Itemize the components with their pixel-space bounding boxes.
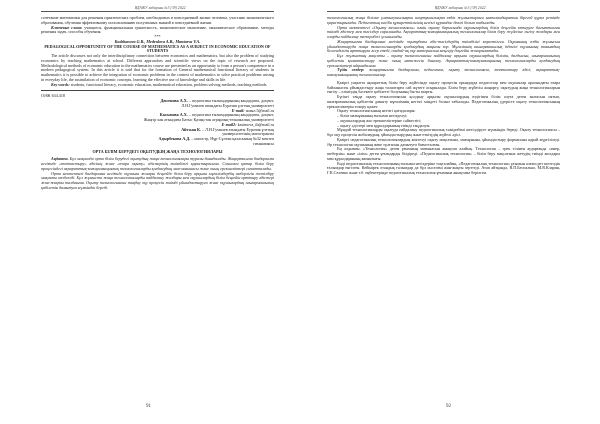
author4-org: гимназиясы (253, 140, 274, 146)
ru-keywords-label: Ключевые слова: (51, 24, 83, 30)
author1-email-label: E-mail: (231, 107, 245, 113)
list-item-2: – оқушылардың жас ерекшеліктеріне сәйкестігі; (337, 117, 422, 123)
header-rule-left (41, 11, 274, 12)
page-number-left: 91 (146, 404, 151, 409)
kz-article-title: ОРТА БІЛІМ БЕРУДЕГІ ОҚЫТУДЫҢ ЖАҢА ТЕХНОЛОГИЯЛАРЫ (92, 148, 223, 154)
author2-role: – педагогика ғылымдарының кандидаты, доцент, (188, 112, 274, 118)
kz-annotation-label: Аңдатпа. (51, 156, 69, 162)
page-number-right: 92 (446, 404, 451, 409)
author3-org: университетінің магистранты (222, 131, 274, 137)
kz-annotation-text: Бұл мақалада орта білім берудегі оқытудың жаңа технологиялары туралы баяндалады. Жаңартылған бағдарлама негізінде «топтастыру» әдісінің және «өзара оқыту» әдістерінің тиімділігі қарастырылған. Сонымен қатар білім беру процесіндегі ақпараттық-коммуникациялық технологияларды қолданудың мән-мағынасы және оның ерекшеліктері сипатталады. (41, 156, 274, 171)
running-header-right: ВДАЖУ хабаршы №3 (39) 2022 (435, 6, 486, 10)
udc-code: ОӘЖ 634.418 (41, 93, 65, 99)
right-page-content (327, 16, 560, 176)
author2-email[interactable]: kasimova_tb@mail.ru (237, 121, 274, 127)
right-page (300, 0, 600, 424)
right-para-1: технологиялық жаңа білімге ұмтылушылықты ағартушылықта өздік жұмыстармен ынталандыратын бірегей құрал ретінде қарастырылады. Педагогтың кәсіби құзыреттілігінің негізгі құрамдас бөлігі болып табылады. (327, 15, 560, 25)
ru-abstract-ending: сочетание математики для решения практических проблем, необходимых в повседневной жизни человека, участник экономического образования, обучения эффективному использованию полученных знаний в повседневной жизни. (41, 15, 274, 25)
author2-org: Жәңгір хан атындағы Батыс Қазақстан аграрлық-техникалық университеті (143, 117, 274, 122)
author1-org: Л.Н.Гумилев атындағы Еуразия ұлттық университеті (181, 102, 274, 108)
kz-keywords (327, 68, 560, 78)
body-para-5: Қазіргі уақытта ақпараттық білім беру жүйесінде оқыту процесін орындауда педагогтар мен оқушылар арасындағы өзара байланысты ұйымдастыру жаңа талаптарға сай жүзеге асырылады. Білім беру жүйесін жаңарту, оқытудың жаңа технологияларын енгізу – еліміздің бәсекеге қабілетті болуының басты шарты. (327, 79, 560, 95)
ru-keywords-text: учащиеся, функциональная грамотность, экономическое мышление, экономическое образование, методы решения задач, способы обучения. (41, 24, 275, 35)
list-item-1: – білім мазмұнының ғылыми негізделуі; (337, 113, 408, 118)
left-page-content (41, 16, 274, 191)
en-keywords-text: students, functional literacy, economic education, mathematical education, problem solving methods, teaching methods. (70, 81, 268, 87)
kz-keywords-label: Түйін сөздер: (337, 67, 365, 73)
en-authors: Kodzhanova G.R., Medeulova A.B., Mantaeva V.A. (114, 38, 201, 44)
header-rule-right (327, 11, 560, 12)
author3-name: Айтжан К. (181, 126, 201, 132)
author2-email-label: E-mail2: (221, 121, 237, 127)
author4-role: – магистр, Нұр-Сұлтан қаласының №32 мектеп (191, 136, 274, 141)
body-para-9: Ең алдымен, «Технология» деген ұғымның мағынасын анықтап алайық. Технология – грек тілінен аударғанда «өнер, шеберлік» және «ілім» деген ұғымдарды білдіреді. «Педагогикалық технология» – білім беру мақсатына жетудің тиімді жолдары мен құралдарының жиынтығы. (327, 146, 560, 161)
list-intro: Оқыту технологиясының негізгі қағидалары: (337, 108, 416, 114)
body-para-7: Мұндай технологияларды оқытуда пайдалану педагогикалық тәжірибені жетілдіруге мүмкіндік береді. Оқыту технологиясы – бұл оқу процесін жобалаудың, ұйымдастырудың және өткізудің жүйелі әдісі. (327, 127, 560, 137)
en-keywords-label: Key words: (51, 81, 70, 87)
kz-annotation (41, 157, 274, 171)
author1-email[interactable]: ашыл.5@mail.ru (245, 107, 274, 113)
body-para-6: Бүгінгі таңда оқыту технологиясын қолдану арқылы оқушылардың өздігінен білім алуға деген ынтасын оятып, шығармашылық қабілетін дамыту мұғалімнің негізгі міндеті болып табылады. Педагогикалық үдерісте оқыту технологиясының ерекшеліктерін ескеру қажет. (327, 94, 560, 109)
list-item-3: – оқыту әдістері мен құралдарының тиімді таңдалуы. (337, 122, 431, 128)
en-keywords (41, 83, 274, 88)
author1-name: Дюсенова А.Х. (160, 98, 188, 103)
section-stars: *** (154, 34, 161, 39)
body-para-10: Енді педагогикалық технологияның ғылыми негіздеріне тоқталайық. «Педагогикалық технология» ұғымын алғаш рет шетелдік ғалымдар енгізген. Кейінірек отандық ғалымдар да бұл мәселені жан-жақты зерттеді. Атап айтқанда, В.П.Беспалько, М.В.Кларин, Г.К.Селевко және т.б. еңбектерінде педагогикалық технология ұғымына анықтама берілген. (327, 160, 561, 175)
kz-keywords-text: жаңартылған бағдарлама, педагогика, оқыту технологиясы, топтастыру әдісі, ақпараттық-коммуникациялық технологиялар. (327, 67, 560, 77)
en-article-title: PEDAGOGICAL OPPORTUNITY OF THE COURSE OF MATHEMATICS AS A SUBJECT IN ECONOMIC EDUCATION OF STUDENTS (44, 43, 271, 54)
right-para-2: Орта мектептегі «Оқыту технологиясы» пәнін оқыту барысында оқушылардың білім деңгейін көтеруге бағытталған тиімді әдістер мен тәсілдер сараланады. Ақпараттық-коммуникациялық технологиялар білім беру жүйесіне енгізу жолдары мен оларды пайдалану тәжірибесі ұсынылады. (327, 24, 560, 39)
author3-role: – Л.Н.Гумилев атындағы Еуразия ұлттық (202, 126, 274, 132)
section-divider (41, 90, 274, 91)
right-para-3: Жаңартылған бағдарлама негізінде оқытудағы әдіс-тәсілдердің тиімділігі көрсетілген. Оқушының өздік жұмысын ұйымдастыруда жаңа технологияларды қолданудың маңызы зор. Мұғалімнің шығармашылық ізденісі оқушының танымдық белсенділігін арттыруға әсер етеді, сондай-ақ оқу материалын меңгеру деңгейін жоғарылатады. (327, 38, 560, 54)
author4-name: Адырбекова А.Д. (158, 136, 191, 141)
running-header-left: ВДАЖУ хабаршы №3 (39) 2022 (135, 6, 186, 10)
en-abstract: The article discusses not only the interdisciplinary connection between economics and mathematics, but also the problem of studying economics by teaching mathematics at school. Different approaches and scientific views on the topic of research are proposed. Methodological methods of economic education in the mathematics course are presented as an opportunity to form a person's competence in a modern pedagogical system. In this article it is said that for the formation of General mathematical functional literacy of students in mathematics it is possible to achieve the integration of economic problems in the context of mathematics to solve practical problems arising in everyday life, the assimilation of economic concepts, learning the effective use of knowledge and skills in life. (41, 53, 274, 82)
right-para-4: Бұл жұмыстың мақсаты – оқыту технологиясын пайдалану арқылы оқушылардың білімін, дағдысын, шығармашылық қабілетін қалыптастыру және оның нәтижесін бағалау. Ақпараттық-коммуникациялық технологияларды қолданудың ерекшеліктері айқындалған. (327, 53, 560, 68)
kz-annotation-continued: Орта мектептегі бағдарлама негізінде оқушыға жоғары деңгейде білім беру арқылы мұғалімдердің шеберлігін жетілдіру мақсаты көзделеді. Бұл жұмыста жаңа технологияларды пайдалану жолдары мен оқушылардың білім деңгейін арттыру әдістері жан-жақты талданған. Оқыту технологиясын таңдау оқу процесін тиімді ұйымдастыруға және оқушылардың шығармашылық қабілетін дамытуға мүмкіндік береді. (41, 170, 274, 190)
author2-name: Касымова А.Х. (159, 112, 188, 118)
body-para-8: Қазіргі педагогикалық технологиялардың жіктелуі оқыту мақсатына, мазмұнына, ұйымдастыру формасына қарай жүргізіледі. Әр технология оқушының жеке тұлғасын дамытуға бағытталған. (327, 136, 560, 147)
author1-role: – педагогика ғылымдарының кандидаты, доцент, (188, 98, 274, 103)
